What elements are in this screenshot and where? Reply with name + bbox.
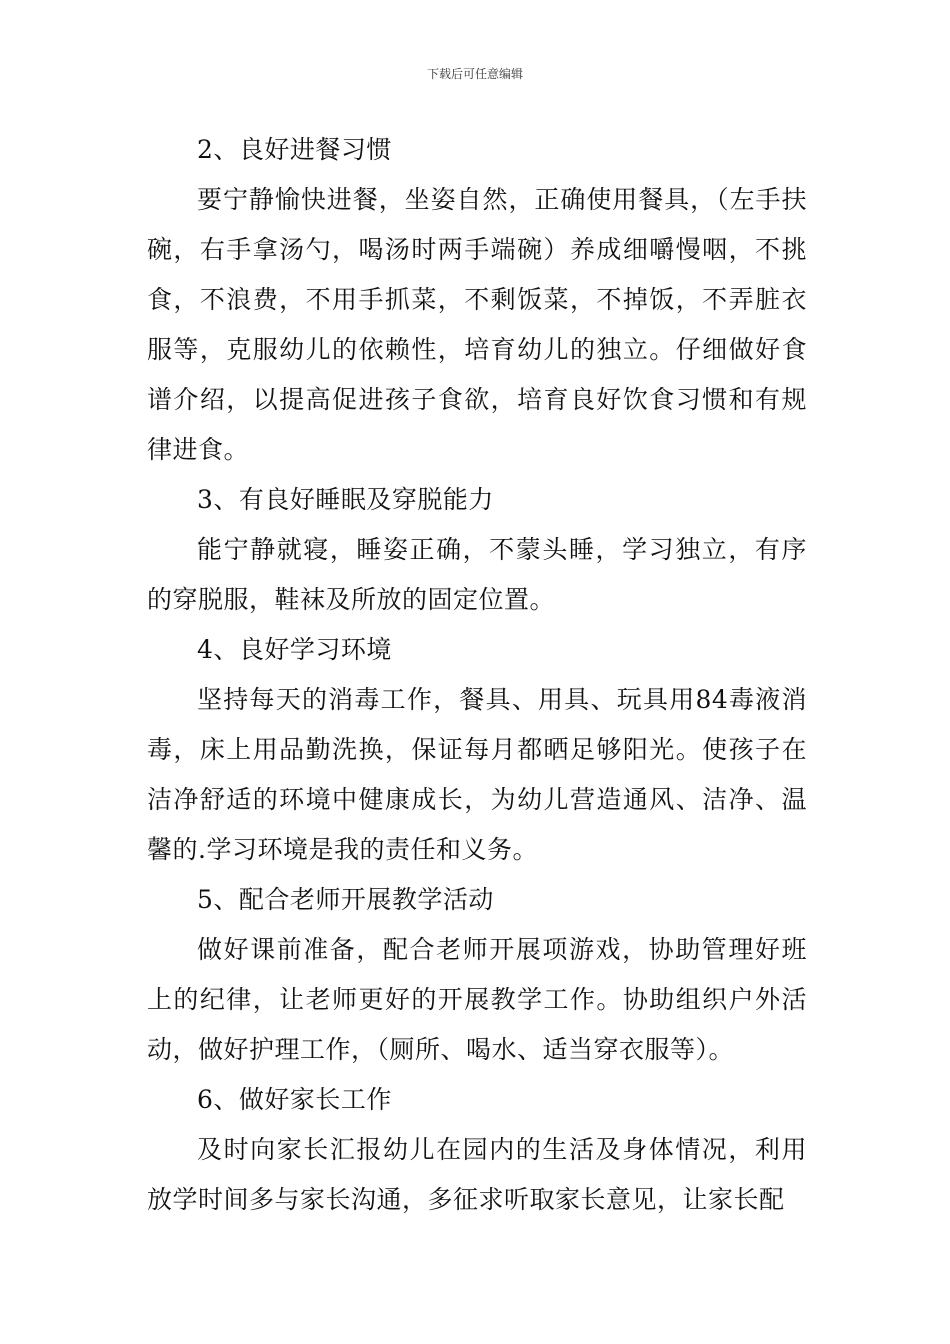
section-heading-4: 4、良好学习环境	[197, 635, 392, 664]
body-paragraph: 要宁静愉快进餐，坐姿自然，正确使用餐具，（左手扶碗，右手拿汤勺，喝汤时两手端碗）养成细嚼慢咽，不挑食，不浪费，不用手抓菜，不剩饭菜，不掉饭，不弄脏衣服等，克服幼儿的依赖性，培育幼儿的独立。仔细做好食谱介绍，以提高促进孩子食欲，培育良好饮食习惯和有规律进食。	[147, 185, 807, 464]
body-paragraph: 及时向家长汇报幼儿在园内的生活及身体情况，利用放学时间多与家长沟通，多征求听取家长意见，让家长配	[147, 1135, 807, 1214]
body-paragraph: 做好课前准备，配合老师开展项游戏，协助管理好班上的纪律，让老师更好的开展教学工作。协助组织户外活动，做好护理工作，（厕所、喝水、适当穿衣服等）。	[147, 935, 807, 1064]
section-heading-5: 5、配合老师开展教学活动	[197, 885, 494, 914]
section-heading-2: 2、良好进餐习惯	[197, 135, 392, 164]
body-paragraph: 能宁静就寝，睡姿正确，不蒙头睡，学习独立，有序的穿脱服，鞋袜及所放的固定位置。	[147, 535, 807, 614]
document-body	[147, 125, 807, 1225]
section-heading-6: 6、做好家长工作	[197, 1085, 392, 1114]
body-paragraph: 坚持每天的消毒工作，餐具、用具、玩具用84毒液消毒，床上用品勤洗换，保证每月都晒足够阳光。使孩子在洁净舒适的环境中健康成长，为幼儿营造通风、洁净、温馨的.学习环境是我的责任和义务。	[147, 685, 807, 864]
page-header: 下载后可任意编辑	[426, 67, 523, 81]
section-heading-3: 3、有良好睡眠及穿脱能力	[197, 485, 494, 514]
